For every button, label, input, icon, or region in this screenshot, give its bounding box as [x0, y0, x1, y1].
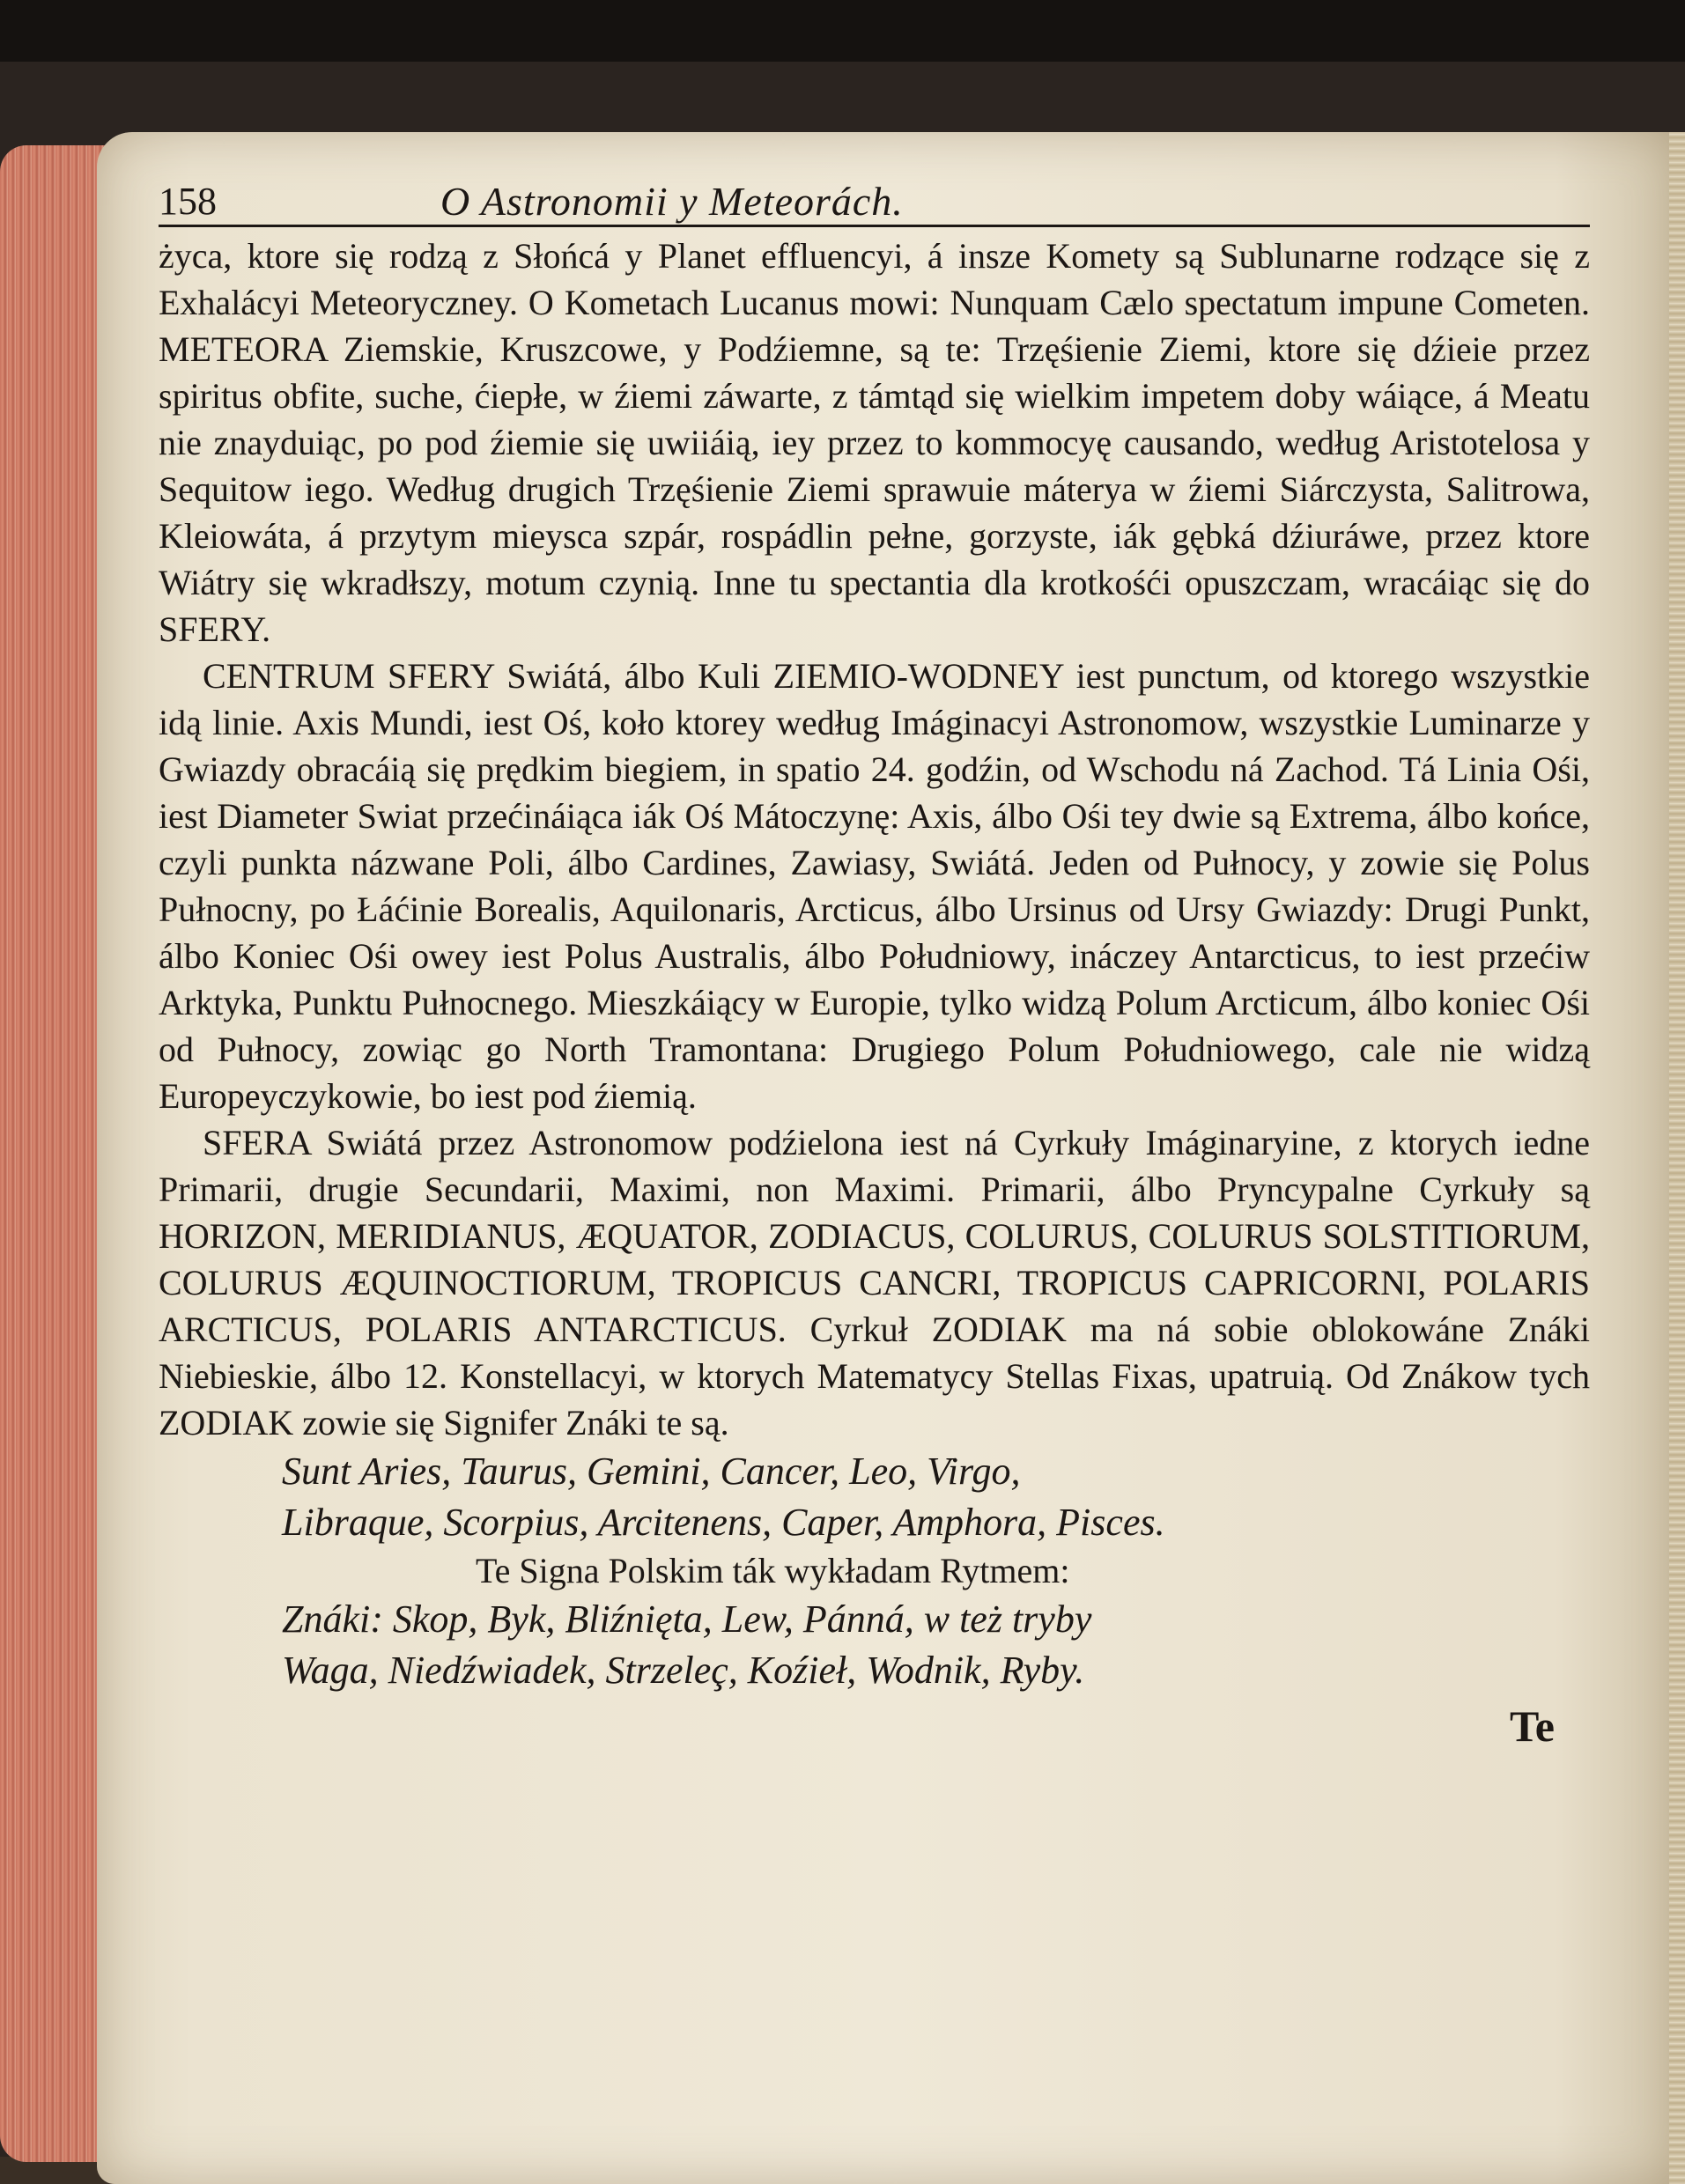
verse-line: Sunt Aries, Taurus, Gemini, Cancer, Leo, Virgo,	[282, 1450, 1021, 1493]
running-head: O Astronomii y Meteorách.	[440, 179, 904, 224]
verse-line: Znáki: Skop, Byk, Bliźnięta, Lew, Pánná, w też tryby	[282, 1597, 1092, 1641]
paragraph-centrum-sfery: CENTRUM SFERY Swiátá, álbo Kuli ZIEMIO-WODNEY iest punctum, od ktorego wszystkie idą linie. Axis Mundi, iest Oś, koło ktorey według Imáginacyi Astronomow, wszystkie Luminarze y Gwiazdy obracáią się prędkim biegiem, in spatio 24. godźin, od Wschodu ná Zachod. Tá Linia Ośi, iest Diameter Swiat przećináiąca iák Oś Mátoczynę: Axis, álbo Ośi tey dwie są Extrema, álbo końce, czyli punkta názwane Poli, álbo Cardines, Zawiasy, Swiátá. Jeden od Pułnocy, y zowie się Polus Pułnocny, po Łáćinie Borealis, Aquilonaris, Arcticus, álbo Ursinus od Ursy Gwiazdy: Drugi Punkt, álbo Koniec Ośi owey iest Polus Australis, álbo Południowy, ináczey Antarcticus, to iest przećiw Arktyka, Punktu Pułnocnego. Mieszkáiący w Europie, tylko widzą Polum Arcticum, álbo koniec Ośi od Pułnocy, zowiąc go North Tramontana: Drugiego Polum Południowego, cale nie widzą Europeyczykowie, bo iest pod źiemią.	[159, 656, 1590, 1116]
paragraph-meteora: życa, ktore się rodzą z Słońcá y Planet effluencyi, á insze Komety są Sublunarne rodzące się z Exhalácyi Meteoryczney. O Kometach Lucanus mowi: Nunquam Cælo spectatum impune Cometen. METEORA Ziemskie, Kruszcowe, y Podźiemne, są te: Trzęśienie Ziemi, ktore się dźieie przez spiritus obfite, suche, ćiepłe, w źiemi záwarte, z támtąd się wielkim impetem doby wáiące, á Meatu nie znayduiąc, po pod źiemie się uwiiáią, iey przez to kommocyę causando, według Aristotelosa y Sequitow iego. Według drugich Trzęśienie Ziemi sprawuie máterya w źiemi Siárczysta, Salitrowa, Kleiowáta, á przytym mieysca szpár, rospádlin pełne, gorzyste, iák gębká dźiuráwe, przez ktore Wiátry się wkradłszy, motum czynią. Inne tu spectantia dla krotkośći opuszczam, wracáiąc się do SFERY.	[159, 236, 1590, 649]
verse-line: Te Signa Polskim ták wykładam Rytmem:	[476, 1551, 1070, 1590]
page-number: 158	[159, 180, 217, 223]
paragraph-sfera: SFERA Swiátá przez Astronomow podźielona iest ná Cyrkuły Imáginaryine, z ktorych iedne Primarii, drugie Secundarii, Maximi, non Maximi. Primarii, álbo Pryncypalne Cyrkuły są HORIZON, MERIDIANUS, ÆQUATOR, ZODIACUS, COLURUS, COLURUS SOLSTITIORUM, COLURUS ÆQUINOCTIORUM, TROPICUS CANCRI, TROPICUS CAPRICORNI, POLARIS ARCTICUS, POLARIS ANTARCTICUS. Cyrkuł ZODIAK ma ná sobie oblokowáne Znáki Niebieskie, álbo 12. Konstellacyi, w ktorych Matematycy Stellas Fixas, upatruią. Od Znákow tych ZODIAK zowie się Signifer Znáki te są.	[159, 1123, 1590, 1442]
verse-line: Waga, Niedźwiadek, Strzeleç, Koźieł, Wodnik, Ryby.	[282, 1649, 1085, 1692]
page-header	[159, 172, 1590, 227]
verse-line: Libraque, Scorpius, Arcitenens, Caper, Amphora, Pisces.	[282, 1501, 1165, 1544]
page-content	[159, 172, 1590, 1750]
catchword: Te	[1510, 1701, 1555, 1751]
page-right-edge	[1669, 132, 1685, 2184]
